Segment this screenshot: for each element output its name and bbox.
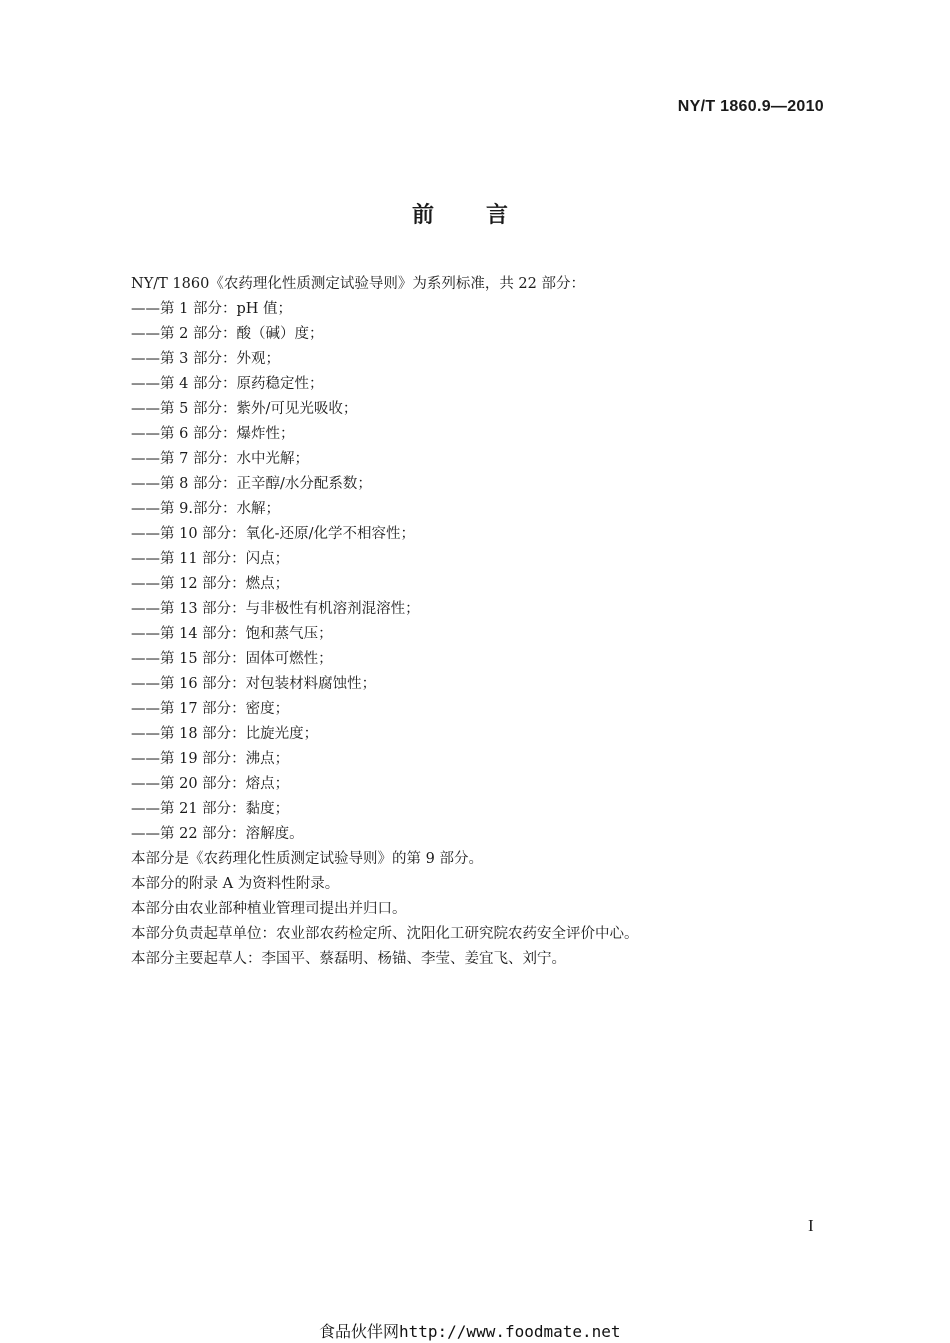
intro-line: NY/T 1860《农药理化性质测定试验导则》为系列标准，共 22 部分：: [131, 276, 585, 292]
list-item: ——第 21 部分：黏度；: [131, 801, 290, 817]
list-item: ——第 16 部分：对包装材料腐蚀性；: [131, 676, 377, 692]
list-item: ——第 7 部分：水中光解；: [131, 451, 309, 467]
foreword-body: [131, 272, 831, 972]
statements: [131, 847, 831, 972]
list-item: ——第 12 部分：燃点；: [131, 576, 290, 592]
list-item: ——第 8 部分：正辛醇/水分配系数；: [131, 476, 372, 492]
statement-line: 本部分是《农药理化性质测定试验导则》的第 9 部分。: [131, 851, 483, 867]
list-item: ——第 18 部分：比旋光度；: [131, 726, 319, 742]
list-item: ——第 10 部分：氧化-还原/化学不相容性；: [131, 526, 415, 542]
list-item: ——第 19 部分：沸点；: [131, 751, 290, 767]
list-item: ——第 5 部分：紫外/可见光吸收；: [131, 401, 358, 417]
list-item: ——第 11 部分：闪点；: [131, 551, 290, 567]
page-title: 前言: [411, 203, 560, 228]
list-item: ——第 14 部分：饱和蒸气压；: [131, 626, 333, 642]
statement-line: 本部分由农业部种植业管理司提出并归口。: [131, 901, 407, 917]
list-item: ——第 3 部分：外观；: [131, 351, 280, 367]
statement-line: 本部分的附录 A 为资料性附录。: [131, 876, 340, 892]
parts-list: [131, 297, 831, 847]
list-item: ——第 9.部分：水解；: [131, 501, 280, 517]
list-item: ——第 4 部分：原药稳定性；: [131, 376, 324, 392]
statement-line: 本部分负责起草单位：农业部农药检定所、沈阳化工研究院农药安全评价中心。: [131, 926, 639, 942]
page-number: I: [808, 1216, 814, 1235]
list-item: ——第 22 部分：溶解度。: [131, 826, 304, 842]
footer-watermark: 食品伙伴网http://www.foodmate.net: [319, 1322, 621, 1341]
list-item: ——第 20 部分：熔点；: [131, 776, 290, 792]
standard-code: NY/T 1860.9—2010: [677, 98, 824, 115]
list-item: ——第 17 部分：密度；: [131, 701, 290, 717]
list-item: ——第 6 部分：爆炸性；: [131, 426, 295, 442]
list-item: ——第 1 部分：pH 值；: [131, 301, 292, 317]
statement-line: 本部分主要起草人：李国平、蔡磊明、杨锚、李莹、姜宜飞、刘宁。: [131, 951, 566, 967]
list-item: ——第 2 部分：酸（碱）度；: [131, 326, 324, 342]
list-item: ——第 15 部分：固体可燃性；: [131, 651, 333, 667]
list-item: ——第 13 部分：与非极性有机溶剂混溶性；: [131, 601, 420, 617]
